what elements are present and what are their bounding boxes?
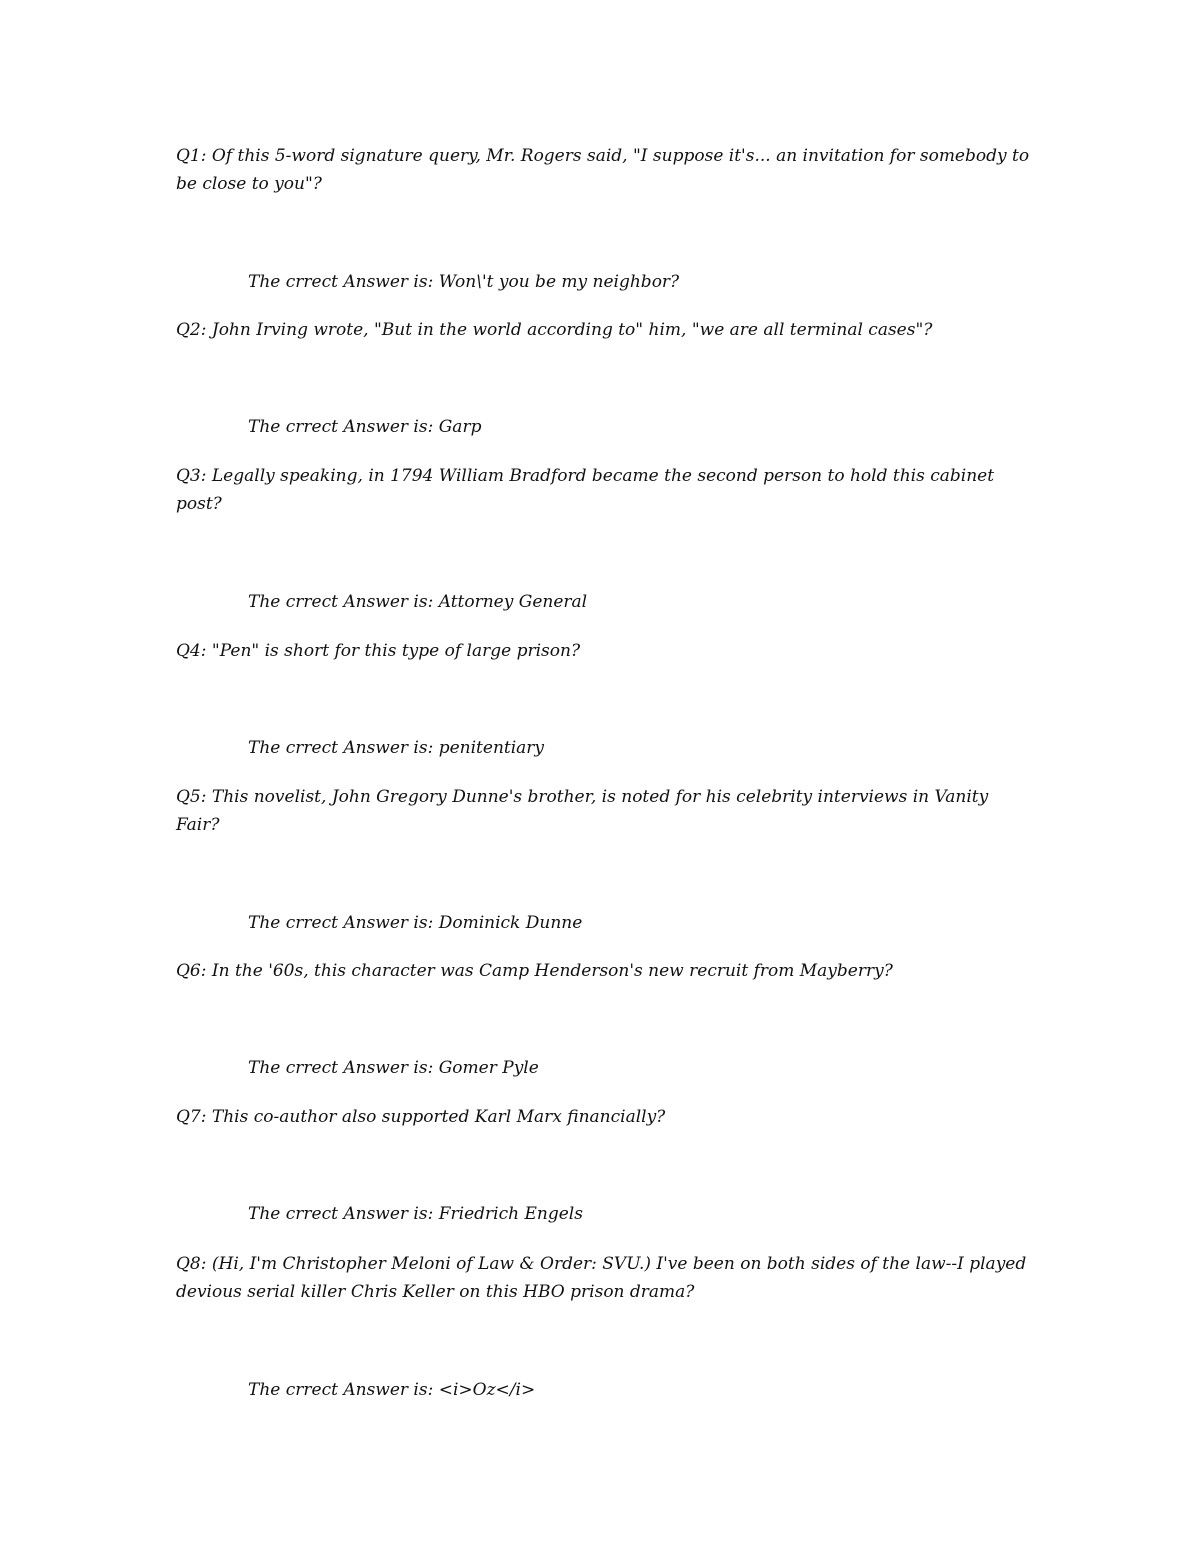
answer-text: The crrect Answer is: Garp [248, 417, 482, 437]
answer-text: The crrect Answer is: Friedrich Engels [248, 1204, 583, 1224]
qa-item [176, 637, 1036, 758]
question-text: Q1: Of this 5-word signature query, Mr. Rogers said, "I suppose it's... an invitation for somebody to be close to you"? [176, 146, 1030, 194]
answer-text: The crrect Answer is: Gomer Pyle [248, 1058, 539, 1078]
qa-item [176, 316, 1036, 437]
question-text: Q2: John Irving wrote, "But in the world according to" him, "we are all terminal cases"? [176, 320, 933, 340]
answer-text: The crrect Answer is: penitentiary [248, 738, 545, 758]
answer-text: The crrect Answer is: Dominick Dunne [248, 913, 583, 933]
question-text: Q7: This co-author also supported Karl Marx financially? [176, 1107, 666, 1127]
question-text: Q6: In the '60s, this character was Camp Henderson's new recruit from Mayberry? [176, 961, 893, 981]
qa-item [176, 783, 1036, 933]
qa-item [176, 462, 1036, 612]
answer-text: The crrect Answer is: Won\'t you be my neighbor? [248, 272, 680, 292]
question-text: Q8: (Hi, I'm Christopher Meloni of Law & Order: SVU.) I've been on both sides of the law--I played devious serial killer Chris Keller on this HBO prison drama? [176, 1254, 1027, 1302]
question-text: Q4: "Pen" is short for this type of large prison? [176, 641, 581, 661]
qa-item [176, 142, 1036, 292]
qa-item [176, 957, 1036, 1078]
qa-item [176, 1250, 1036, 1400]
question-text: Q3: Legally speaking, in 1794 William Bradford became the second person to hold this cabinet post? [176, 466, 995, 514]
question-text: Q5: This novelist, John Gregory Dunne's brother, is noted for his celebrity interviews in Vanity Fair? [176, 787, 989, 835]
qa-item [176, 1103, 1036, 1224]
answer-text: The crrect Answer is: <i>Oz</i> [248, 1380, 536, 1400]
answer-text: The crrect Answer is: Attorney General [248, 592, 588, 612]
